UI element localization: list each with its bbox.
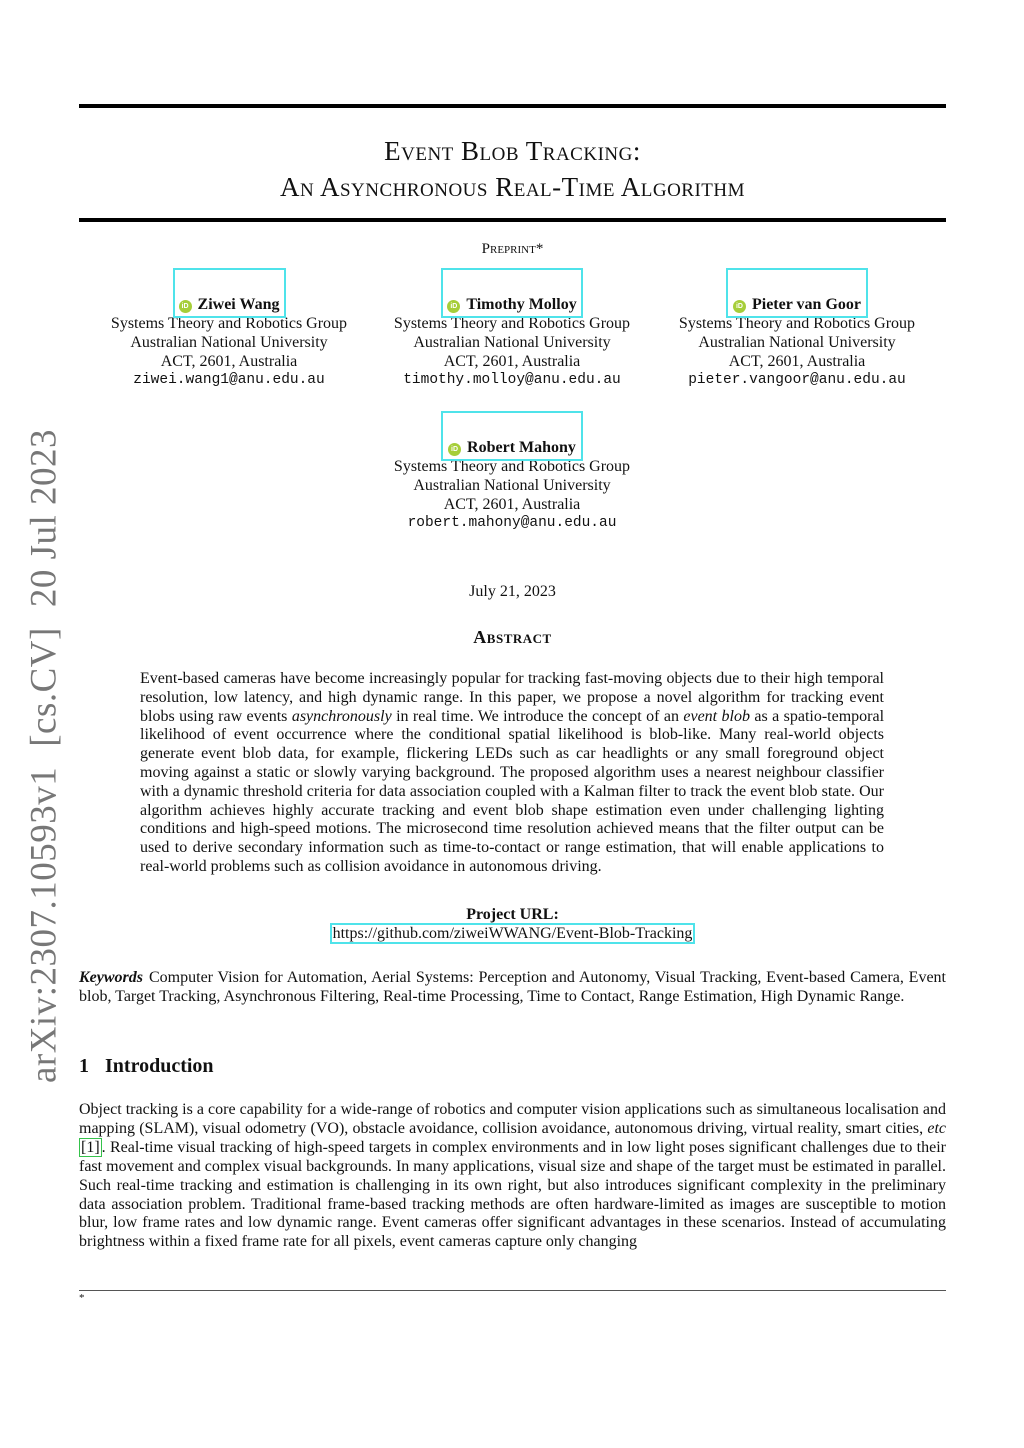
project-url-link[interactable]: https://github.com/ziweiWWANG/Event-Blob-Tracking	[330, 923, 696, 944]
author-name: Robert Mahony	[467, 439, 576, 456]
abstract-text: in real time. We introduce the concept of an	[391, 707, 684, 725]
author-link-box[interactable]	[726, 268, 868, 318]
abstract-emphasis: asynchronously	[291, 707, 392, 725]
author-university: Australian National University	[413, 334, 611, 351]
title-bottom-rule	[79, 218, 946, 222]
orcid-icon[interactable]: iD	[447, 300, 460, 313]
author-block	[79, 295, 379, 390]
author-group: Systems Theory and Robotics Group	[393, 458, 631, 475]
title-line-2: An Asynchronous Real-Time Algorithm	[279, 172, 746, 202]
author-email[interactable]: robert.mahony@anu.edu.au	[407, 515, 617, 531]
author-group: Systems Theory and Robotics Group	[110, 315, 348, 332]
author-university: Australian National University	[130, 334, 328, 351]
author-email[interactable]: pieter.vangoor@anu.edu.au	[688, 372, 906, 388]
arxiv-side-stamp	[23, 419, 66, 1093]
footnote-mark: *	[79, 1292, 85, 1304]
section-number: 1	[79, 1055, 89, 1077]
arxiv-category: [cs.CV]	[23, 627, 65, 747]
section-heading	[79, 1055, 214, 1078]
author-block	[647, 295, 947, 390]
paper-title	[79, 133, 946, 205]
author-location: ACT, 2601, Australia	[443, 496, 581, 513]
abstract-body	[140, 670, 884, 877]
author-university: Australian National University	[698, 334, 896, 351]
arxiv-date: 20 Jul 2023	[23, 428, 65, 608]
author-location: ACT, 2601, Australia	[160, 353, 298, 370]
author-link-box[interactable]	[441, 268, 583, 318]
paper-date: July 21, 2023	[469, 583, 556, 600]
section-title: Introduction	[105, 1055, 214, 1077]
project-url-label: Project URL:	[466, 906, 559, 923]
keywords	[79, 968, 946, 1006]
keywords-text: Computer Vision for Automation, Aerial Systems: Perception and Autonomy, Visual Tracking, Event-based Camera, Event blob, Target Tracking, Asynchronous Filtering, Real-time Processing, Time to Contact, Range Estimation, High Dynamic Range.	[79, 969, 946, 1005]
author-university: Australian National University	[413, 477, 611, 494]
abstract-text: Event-based cameras have become increasingly popular for tracking fast-moving objects due to their high temporal resolution, low latency, and high dynamic range. In this paper, we propose a novel algorithm for tracking event blobs using raw events	[140, 670, 884, 725]
keywords-label: Keywords	[79, 969, 143, 986]
orcid-icon[interactable]: iD	[733, 300, 746, 313]
intro-text: . Real-time visual tracking of high-speed targets in complex environments and in low light poses significant challenges due to their fast movement and complex visual backgrounds. In many applications, visual size and shape of the target must be estimated in parallel. Such real-time tracking and estimation is challenging in its own right, but also introduces significant complexity in the preliminary data association problem. Traditional frame-based tracking methods are often hardware-limited as images are susceptible to motion blur, low frame rates and low dynamic range. Event cameras offer significant advantages in these scenarios. Instead of accumulating brightness within a fixed frame rate for all pixels, event cameras capture only changing	[79, 1138, 946, 1251]
author-link-box[interactable]	[441, 411, 583, 461]
intro-text: Object tracking is a core capability for a wide-range of robotics and computer vision applications such as simultaneous localisation and mapping (SLAM), visual odometry (VO), obstacle avoidance, collision avoidance, autonomous driving, virtual reality, smart cities,	[79, 1101, 946, 1137]
project-url-row	[79, 925, 946, 943]
abstract-heading: Abstract	[473, 627, 552, 647]
author-name: Timothy Molloy	[466, 296, 577, 313]
author-email[interactable]: ziwei.wang1@anu.edu.au	[133, 372, 325, 388]
title-line-1: Event Blob Tracking:	[384, 136, 641, 166]
author-location: ACT, 2601, Australia	[443, 353, 581, 370]
abstract-emphasis: event blob	[683, 707, 750, 725]
author-group: Systems Theory and Robotics Group	[678, 315, 916, 332]
author-name: Ziwei Wang	[197, 296, 280, 313]
author-name: Pieter van Goor	[751, 296, 861, 313]
orcid-icon[interactable]: iD	[448, 443, 461, 456]
author-email[interactable]: timothy.molloy@anu.edu.au	[403, 372, 621, 388]
arxiv-id: arXiv:2307.10593v1	[23, 766, 65, 1084]
citation-link[interactable]: [1]	[81, 1138, 100, 1156]
preprint-label: Preprint*	[481, 241, 544, 257]
author-block	[362, 295, 662, 390]
author-block	[362, 438, 662, 533]
intro-paragraph	[79, 1101, 946, 1252]
footnote-rule	[79, 1290, 946, 1291]
title-top-rule	[79, 104, 946, 108]
orcid-icon[interactable]: iD	[179, 300, 192, 313]
author-link-box[interactable]	[173, 268, 286, 318]
abstract-text: as a spatio-temporal likelihood of event occurrence where the conditional spatial likelihood is blob-like. Many real-world objects generate event blob data, for example, flickering LEDs such as car headlights or any small foreground object moving against a static or slowly varying background. The proposed algorithm uses a nearest neighbour classifier with a dynamic threshold criteria for data association coupled with a Kalman filter to track the event blob state. Our algorithm achieves highly accurate tracking and event blob shape estimation even under challenging lighting conditions and high-speed motions. The microsecond time resolution achieved means that the filter output can be used to derive secondary information such as time-to-contact or range estimation, that will enable applications to real-world problems such as collision avoidance in autonomous driving.	[140, 707, 885, 875]
intro-emphasis: etc	[927, 1119, 946, 1137]
author-location: ACT, 2601, Australia	[728, 353, 866, 370]
author-group: Systems Theory and Robotics Group	[393, 315, 631, 332]
